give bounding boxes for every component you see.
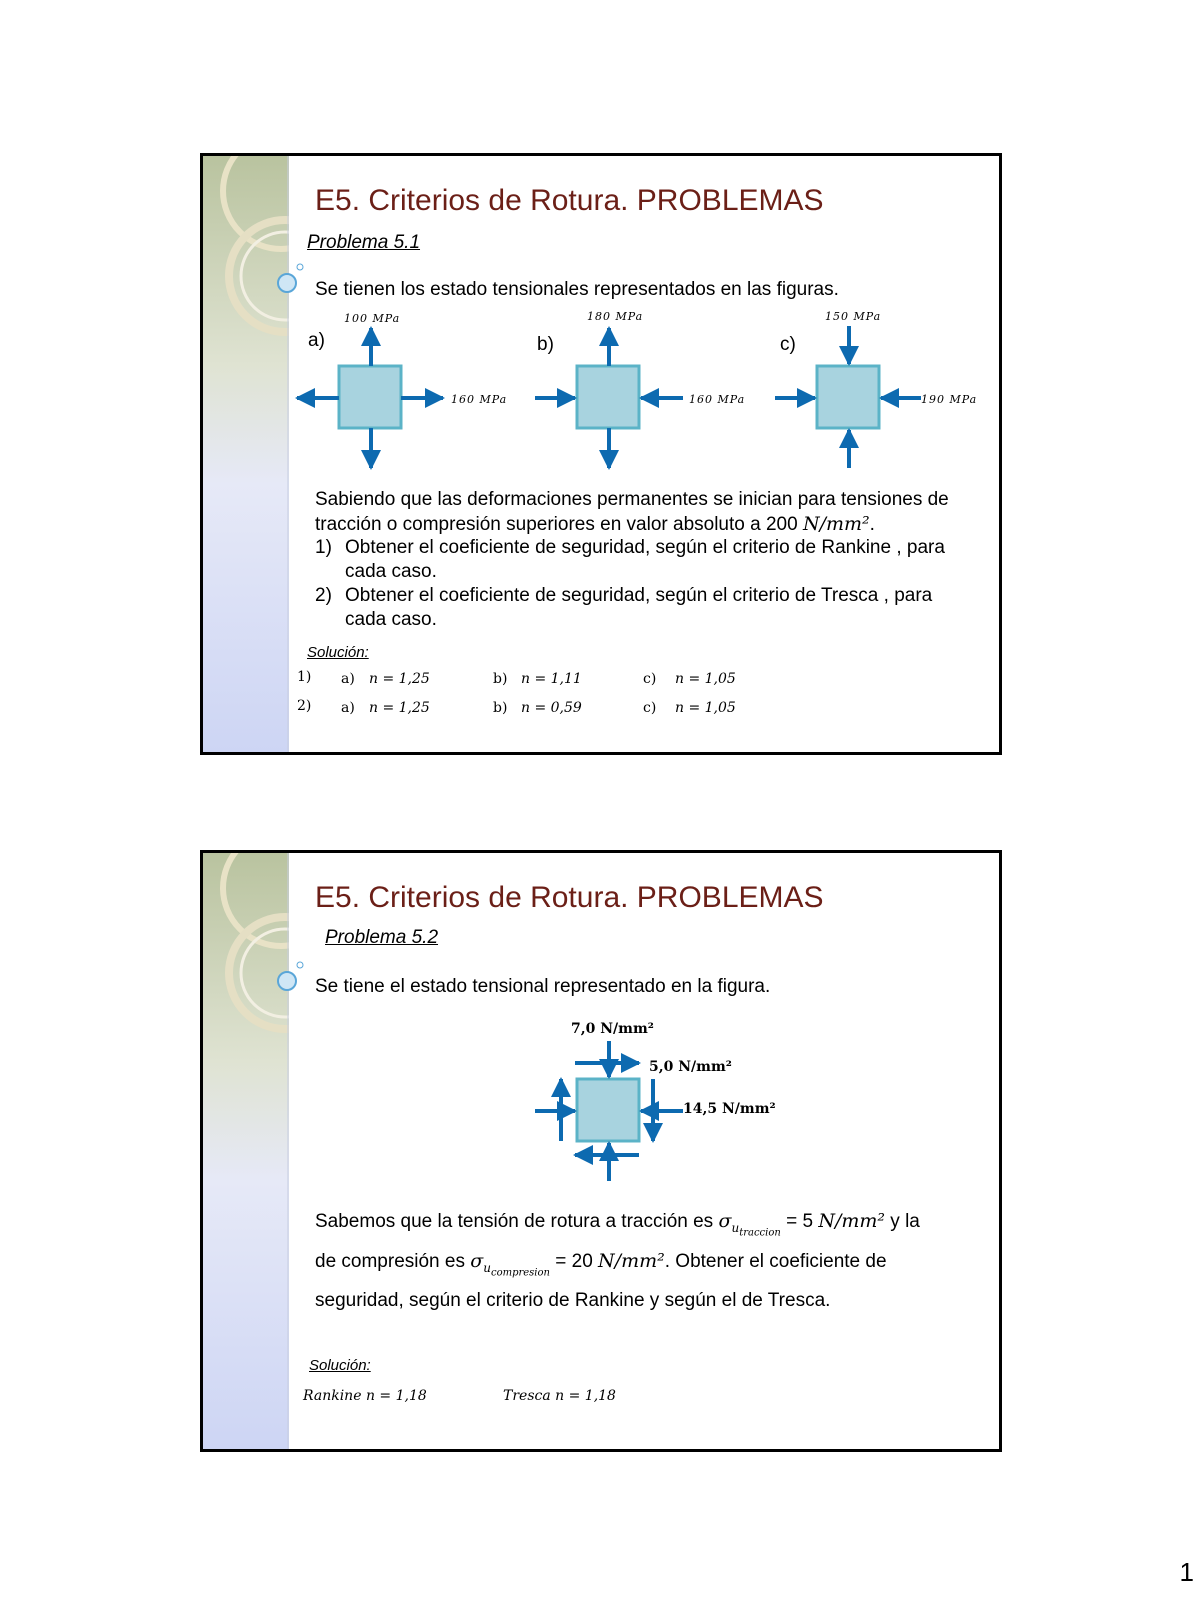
figure-c-side-stress: 190 MPa: [921, 393, 978, 406]
solution-rankine: Rankine n = 1,18: [303, 1388, 427, 1404]
statement-body: Sabiendo que las deformaciones permanentes se inician para tensiones de tracción o compresión superiores en valor absoluto a 200: [315, 489, 949, 535]
statement-text: Sabiendo que las deformaciones permanentes se inician para tensiones de tracción o compresión superiores en valor absoluto a 200 N/mm².: [315, 489, 949, 535]
solution-row-1-c-value: n = 1,05: [675, 671, 736, 687]
slide-2: [200, 850, 1002, 1452]
stress-figure-a: [295, 326, 455, 474]
figure-a-label: a): [308, 330, 325, 351]
task-list: [315, 536, 975, 632]
solution-heading: Solución:: [309, 1357, 371, 1374]
stress-figure: [533, 1037, 693, 1185]
page-number: 1: [1179, 1557, 1194, 1587]
stress-side-label: 14,5 N/mm²: [683, 1101, 776, 1117]
bullet-circle-icon: [277, 261, 307, 295]
solution-row-2-num: 2): [297, 698, 312, 714]
slide-title: E5. Criterios de Rotura. PROBLEMAS: [315, 881, 824, 914]
solution-row-1-a: a): [341, 671, 355, 687]
slide-decoration: [203, 853, 289, 1449]
solution-row-1-b: b): [493, 671, 508, 687]
solution-row-1-b-value: n = 1,11: [521, 671, 582, 687]
figure-a-side-stress: 160 MPa: [451, 393, 508, 406]
stress-figure-b: [533, 324, 693, 472]
solution-row-1-c: c): [643, 671, 657, 687]
solution-heading: Solución:: [307, 644, 369, 661]
solution-row-1-num: 1): [297, 669, 312, 685]
stress-shear-label: 5,0 N/mm²: [649, 1059, 732, 1075]
task-item: 2) Obtener el coeficiente de seguridad, según el criterio de Tresca , para cada caso.: [315, 585, 933, 630]
figure-b-top-stress: 180 MPa: [587, 310, 644, 323]
statement-text: [315, 1207, 985, 1315]
task-item: 1) Obtener el coeficiente de seguridad, según el criterio de Rankine , para cada caso.: [315, 537, 945, 582]
solution-tresca: Tresca n = 1,18: [503, 1388, 616, 1404]
stress-normal-top-label: 7,0 N/mm²: [571, 1021, 654, 1037]
figure-c-label: c): [780, 334, 796, 355]
statement-unit: N/mm²: [802, 513, 870, 535]
solution-row-1-a-value: n = 1,25: [369, 671, 430, 687]
figure-a-top-stress: 100 MPa: [344, 312, 401, 325]
bullet-circle-icon: [277, 959, 307, 993]
slide-1: [200, 153, 1002, 755]
figure-b-side-stress: 160 MPa: [689, 393, 746, 406]
solution-row-2-c-value: n = 1,05: [675, 700, 736, 716]
slide-decoration: [203, 156, 289, 752]
solution-row-2-b-value: n = 0,59: [521, 700, 582, 716]
solution-row-2-a-value: n = 1,25: [369, 700, 430, 716]
figure-c-top-stress: 150 MPa: [825, 310, 882, 323]
intro-text: Se tiene el estado tensional representado en la figura.: [315, 976, 771, 997]
problem-heading: Problema 5.2: [325, 927, 439, 948]
stress-figure-c: [773, 324, 933, 472]
solution-row-2-a: a): [341, 700, 355, 716]
statement-line-1: Sabemos que la tensión de rotura a tracción es $\sigma_{u_{traccion}} = 5$ N/mm² y la: [315, 1210, 920, 1239]
problem-heading: Problema 5.1: [307, 232, 421, 253]
statement-line-3: seguridad, según el criterio de Rankine y según el de Tresca.: [315, 1290, 831, 1312]
solution-row-2-b: b): [493, 700, 508, 716]
solution-row-2-c: c): [643, 700, 657, 716]
figure-b-label: b): [537, 334, 554, 355]
intro-text: Se tienen los estado tensionales representados en las figuras.: [315, 279, 839, 300]
slide-title: E5. Criterios de Rotura. PROBLEMAS: [315, 184, 824, 217]
statement-line-2: de compresión es $\sigma_{u_{compresion}} = 20$ N/mm². Obtener el coeficiente de: [315, 1250, 887, 1279]
